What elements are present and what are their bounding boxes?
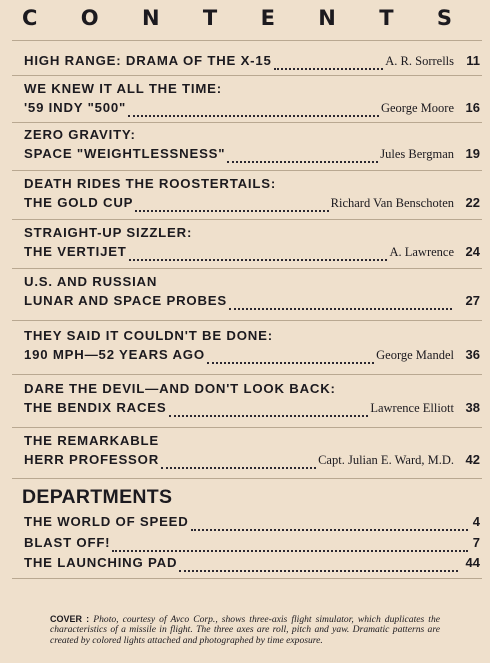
entry-title: DARE THE DEVIL—AND DON'T LOOK BACK: <box>24 381 336 396</box>
contents-entry[interactable] <box>24 381 480 419</box>
department-title: THE LAUNCHING PAD <box>24 555 178 570</box>
divider <box>12 40 482 41</box>
department-item[interactable] <box>24 535 480 554</box>
department-title: BLAST OFF! <box>24 535 111 550</box>
heading-letter: T <box>202 6 218 30</box>
entry-page: 42 <box>465 452 480 467</box>
divider <box>12 478 482 479</box>
entry-page: 16 <box>465 100 480 115</box>
departments-title: DEPARTMENTS <box>22 486 173 508</box>
divider <box>12 170 482 171</box>
entry-title: THE REMARKABLE <box>24 433 160 448</box>
divider <box>12 268 482 269</box>
entry-subtitle: '59 INDY "500" <box>24 100 127 115</box>
entry-author: Lawrence Elliott <box>370 401 454 415</box>
dot-leader <box>161 458 316 469</box>
entry-author: Capt. Julian E. Ward, M.D. <box>318 453 454 467</box>
entry-author: George Mandel <box>376 348 454 362</box>
dot-leader <box>128 106 379 117</box>
entry-page: 19 <box>465 146 480 161</box>
department-page: 7 <box>472 535 480 550</box>
entry-subtitle: THE VERTIJET <box>24 244 127 259</box>
entry-title: DEATH RIDES THE ROOSTERTAILS: <box>24 176 277 191</box>
dot-leader <box>191 520 468 531</box>
entry-author: Jules Bergman <box>380 147 454 161</box>
entry-title: STRAIGHT-UP SIZZLER: <box>24 225 193 240</box>
contents-entry[interactable] <box>24 433 480 471</box>
entry-author: George Moore <box>380 101 454 115</box>
entry-subtitle: HERR PROFESSOR <box>24 452 160 467</box>
divider <box>12 219 482 220</box>
divider <box>12 374 482 375</box>
dot-leader <box>179 561 458 572</box>
entry-title: U.S. AND RUSSIAN <box>24 274 158 289</box>
dot-leader <box>207 353 374 364</box>
contents-entry[interactable] <box>24 127 480 165</box>
heading-letter: N <box>318 6 336 30</box>
dot-leader <box>169 406 369 417</box>
heading-letter: C <box>22 6 38 30</box>
entry-page: 11 <box>466 53 480 68</box>
divider <box>12 75 482 76</box>
department-page: 44 <box>465 555 480 570</box>
dot-leader <box>129 250 388 261</box>
dot-leader <box>135 201 328 212</box>
entry-title: THEY SAID IT COULDN'T BE DONE: <box>24 328 273 343</box>
entry-author: Richard Van Benschoten <box>330 196 454 210</box>
contents-entry[interactable] <box>24 225 480 263</box>
contents-entry[interactable] <box>24 176 480 214</box>
dot-leader <box>229 299 452 310</box>
entry-subtitle: SPACE "WEIGHTLESSNESS" <box>24 146 226 161</box>
dot-leader <box>274 59 384 70</box>
divider <box>12 122 482 123</box>
dot-leader <box>227 152 378 163</box>
entry-page: 24 <box>465 244 480 259</box>
entry-title: HIGH RANGE: DRAMA OF THE X-15 <box>24 53 272 68</box>
department-title: THE WORLD OF SPEED <box>24 514 189 529</box>
entry-author: A. R. Sorrells <box>385 54 454 68</box>
divider <box>12 320 482 321</box>
department-item[interactable] <box>24 555 480 574</box>
heading-letter: S <box>436 6 452 30</box>
entry-page: 38 <box>465 400 480 415</box>
dot-leader <box>112 541 468 552</box>
entry-subtitle: THE GOLD CUP <box>24 195 134 210</box>
divider <box>12 578 482 579</box>
contents-entry[interactable] <box>24 81 480 119</box>
entry-subtitle: LUNAR AND SPACE PROBES <box>24 293 227 308</box>
entry-subtitle: THE BENDIX RACES <box>24 400 167 415</box>
department-page: 4 <box>472 514 480 529</box>
divider <box>12 427 482 428</box>
heading-letter: O <box>80 6 99 30</box>
department-item[interactable] <box>24 514 480 533</box>
entry-title: ZERO GRAVITY: <box>24 127 136 142</box>
cover-label: COVER : <box>50 614 90 624</box>
entry-subtitle: 190 MPH—52 YEARS AGO <box>24 347 205 362</box>
heading-letter: N <box>141 6 160 30</box>
entry-page: 27 <box>465 293 480 308</box>
contents-entry[interactable] <box>24 53 480 72</box>
cover-text: Photo, courtesy of Avco Corp., shows three-axis flight simulator, which duplicates the characteristics of a missile in flight. The three axes are roll, pitch and yaw. Dramatic patterns are created by colored lights attached and photographed by time exposure. <box>50 614 441 646</box>
entry-author: A. Lawrence <box>389 245 454 259</box>
contents-entry[interactable] <box>24 328 480 366</box>
cover-note <box>50 614 440 646</box>
contents-entry[interactable] <box>24 274 480 312</box>
entry-page: 36 <box>465 347 480 362</box>
entry-title: WE KNEW IT ALL THE TIME: <box>24 81 222 96</box>
heading-letter: E <box>260 6 275 30</box>
contents-heading <box>22 6 452 30</box>
heading-letter: T <box>379 6 394 30</box>
entry-page: 22 <box>465 195 480 210</box>
